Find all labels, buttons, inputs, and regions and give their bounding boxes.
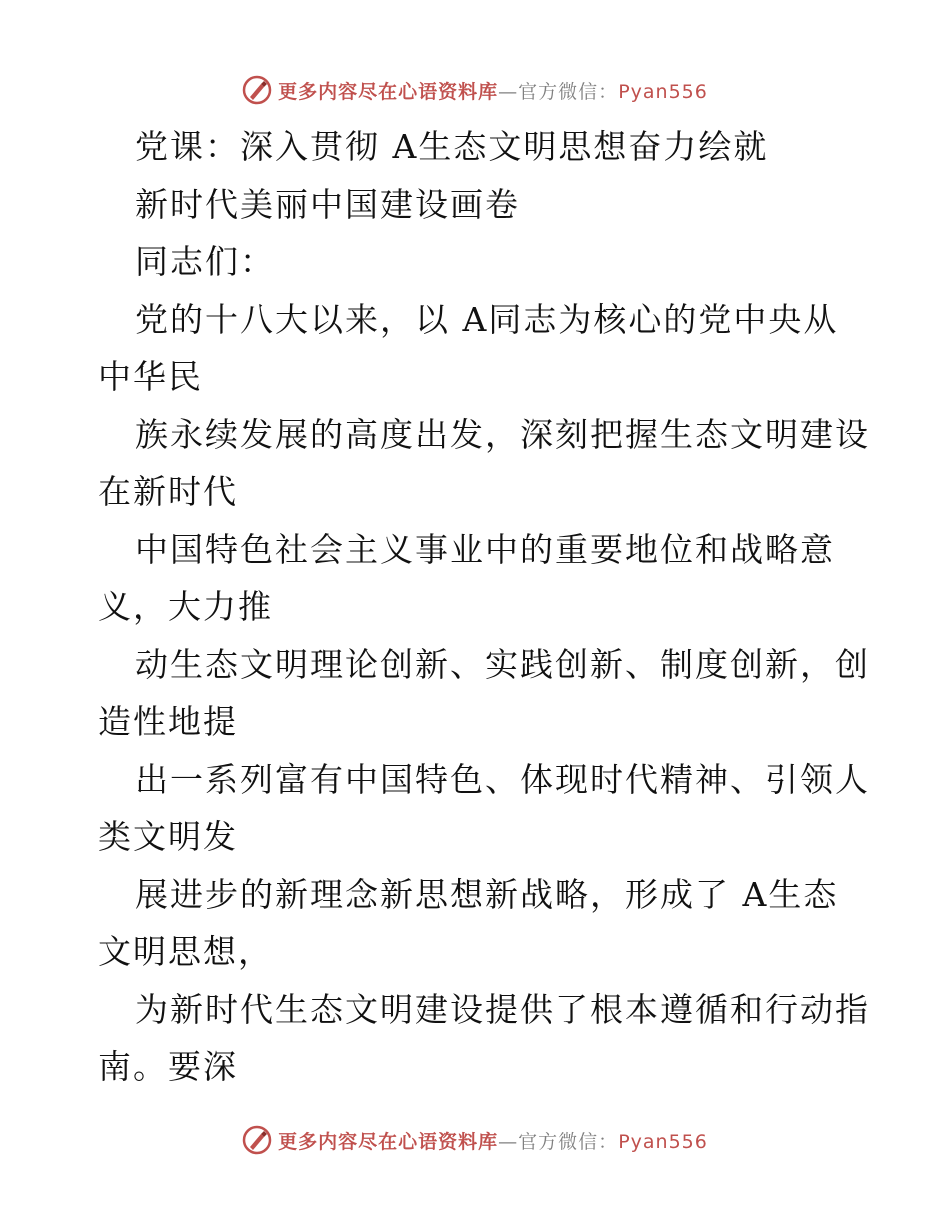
banner-gray-text: 官方微信： [518,80,619,103]
header-banner [0,70,950,110]
banner-red-text: 更多内容尽在心语资料库 [278,1130,499,1153]
doc-line: 党课：深入贯彻 A生态文明思想奋力绘就 [135,127,769,166]
doc-line: 族永续发展的高度出发，深刻把握生态文明建设 [135,414,870,454]
pen-logo-icon [242,75,272,105]
banner-dash: — [498,1130,519,1153]
doc-line: 义，大力推 [98,587,273,626]
doc-line: 在新时代 [98,472,238,511]
doc-line: 同志们： [135,242,275,281]
document-body [98,118,870,1096]
doc-line: 南。要深 [98,1047,238,1086]
doc-line: 为新时代生态文明建设提供了根本遵循和行动指 [135,989,870,1029]
doc-line: 中华民 [98,357,203,396]
doc-line: 动生态文明理论创新、实践创新、制度创新，创 [135,644,870,684]
banner-dash: — [498,80,519,103]
doc-line: 类文明发 [98,817,238,856]
doc-line: 展进步的新理念新思想新战略，形成了 A生态 [135,874,839,914]
doc-line: 出一系列富有中国特色、体现时代精神、引领人 [135,759,870,799]
banner-red-text: 更多内容尽在心语资料库 [278,80,499,103]
banner-wechat-id: Pyan556 [618,80,708,103]
doc-line: 中国特色社会主义事业中的重要地位和战略意 [135,529,835,569]
doc-line: 党的十八大以来，以 A同志为核心的党中央从 [135,299,839,339]
doc-line: 新时代美丽中国建设画卷 [135,184,520,224]
banner-gray-text: 官方微信： [518,1130,619,1153]
doc-line: 造性地提 [98,702,238,741]
footer-banner [0,1120,950,1160]
doc-line: 文明思想， [98,932,273,971]
pen-logo-icon [242,1125,272,1155]
banner-wechat-id: Pyan556 [618,1130,708,1153]
